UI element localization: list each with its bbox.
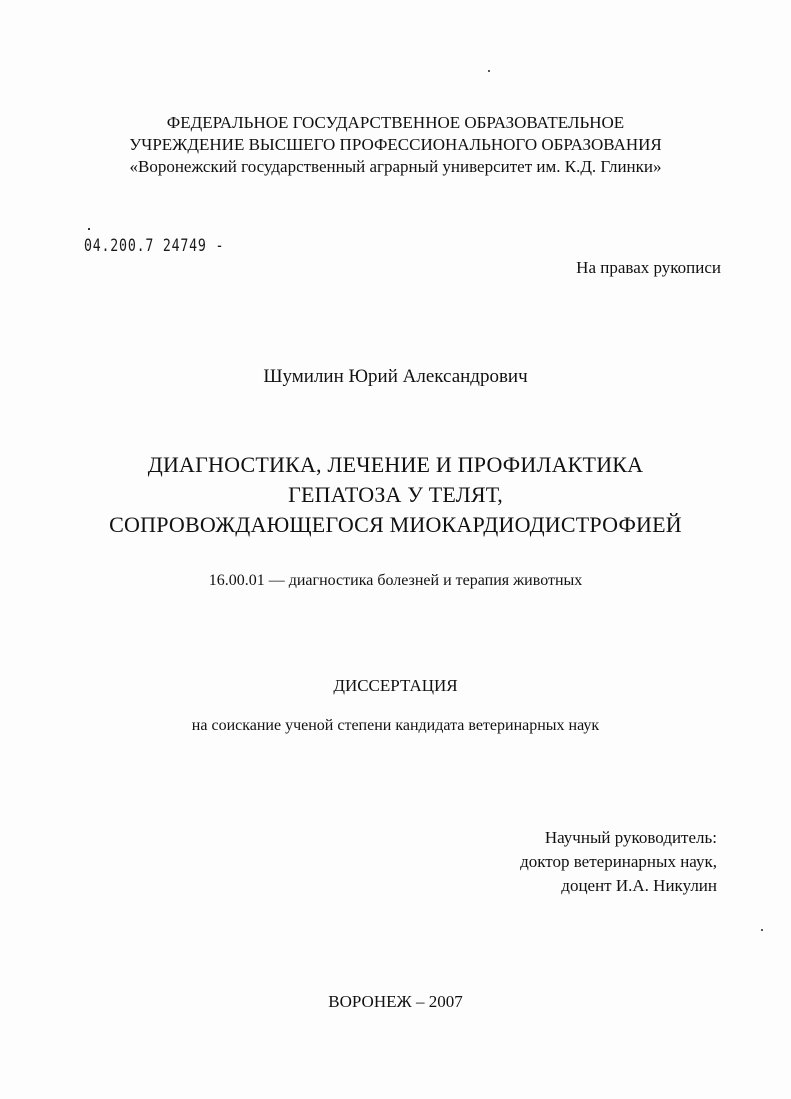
- scan-speck: [761, 929, 763, 931]
- title-line-1: ДИАГНОСТИКА, ЛЕЧЕНИЕ И ПРОФИЛАКТИКА: [147, 452, 644, 477]
- degree-statement: на соискание ученой степени кандидата ветеринарных наук: [191, 717, 600, 734]
- stamp-mark: [88, 228, 90, 230]
- organization-line-1: ФЕДЕРАЛЬНОЕ ГОСУДАРСТВЕННОЕ ОБРАЗОВАТЕЛЬНОЕ: [166, 113, 625, 132]
- title-line-2: ГЕПАТОЗА У ТЕЛЯТ,: [288, 482, 503, 507]
- library-stamp-number: 04.200.7 24749 -: [84, 236, 225, 256]
- organization-line-3: «Воронежский государственный аграрный университет им. К.Д. Глинки»: [129, 157, 662, 176]
- specialty-code: 16.00.01 — диагностика болезней и терапия животных: [208, 572, 583, 589]
- supervisor-line-3: доцент И.А. Никулин: [561, 876, 717, 895]
- organization-header: [0, 112, 791, 178]
- dissertation-title: [0, 450, 791, 540]
- city-year: ВОРОНЕЖ – 2007: [328, 992, 463, 1011]
- document-type: ДИССЕРТАЦИЯ: [333, 676, 458, 695]
- manuscript-note: На правах рукописи: [576, 258, 721, 277]
- supervisor-line-2: доктор ветеринарных наук,: [520, 852, 717, 871]
- author-name: Шумилин Юрий Александрович: [263, 366, 528, 387]
- title-line-3: СОПРОВОЖДАЮЩЕГОСЯ МИОКАРДИОДИСТРОФИЕЙ: [109, 512, 682, 537]
- supervisor-line-1: Научный руководитель:: [544, 828, 717, 847]
- organization-line-2: УЧРЕЖДЕНИЕ ВЫСШЕГО ПРОФЕССИОНАЛЬНОГО ОБРАЗОВАНИЯ: [129, 135, 662, 154]
- supervisor-block: [520, 826, 717, 898]
- scan-speck: [488, 70, 490, 72]
